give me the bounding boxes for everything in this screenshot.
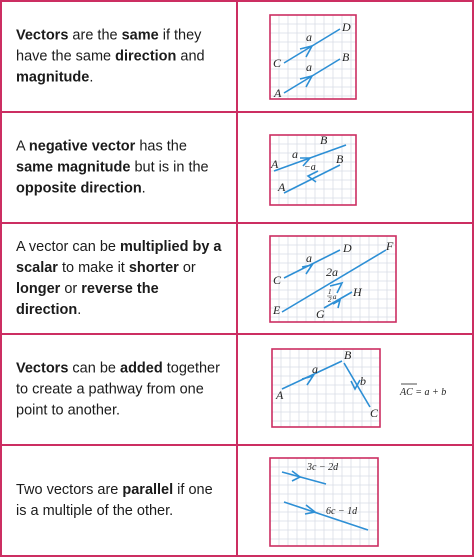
arrowhead-gh [333, 300, 340, 308]
arrowhead-cd [302, 265, 312, 274]
plain-text: . [89, 69, 94, 85]
grid [270, 236, 396, 322]
arrowhead-ef [330, 283, 342, 293]
parallel-diagram [270, 458, 382, 548]
scalar-diagram [270, 236, 400, 324]
plain-text: if one is a multiple of the other. [16, 481, 213, 519]
label-2a-vector: 2a [326, 265, 338, 279]
bold-text: reverse the direction [16, 280, 159, 318]
label-half-denominator: 2 [328, 296, 332, 304]
bold-text: parallel [122, 481, 174, 498]
label-6c-1d: 6c − 1d [326, 506, 358, 517]
plain-text: A [16, 138, 29, 154]
label-e: E [273, 303, 281, 317]
label-sum: AC = a + b [400, 387, 447, 398]
label-a-vector: a [292, 147, 298, 161]
row-text [16, 136, 226, 199]
diagram-cell [236, 111, 474, 224]
label-c: C [273, 56, 282, 70]
row-text [16, 25, 226, 88]
plain-text: Two vectors are [16, 481, 123, 498]
bold-text: added [120, 360, 163, 376]
label-a-lower: a [306, 60, 312, 74]
plain-text: or [178, 259, 196, 276]
label-c: C [273, 273, 282, 287]
plain-text: A vector can be [16, 238, 120, 255]
label-b-lower: B [336, 152, 344, 166]
diagram-cell [236, 444, 474, 557]
same-vectors-diagram [270, 15, 362, 99]
label-a-lower: A [278, 180, 286, 194]
bold-text: longer [16, 280, 61, 297]
label-a-left: A [271, 157, 279, 171]
bold-text: multiplied by a scalar [16, 238, 222, 276]
bold-text: opposite direction [16, 180, 142, 196]
bold-text: same magnitude [16, 159, 131, 175]
label-a-point: A [276, 388, 284, 402]
label-b-point: B [344, 348, 352, 362]
diagram-cell [236, 0, 474, 113]
plain-text: if they have the same [16, 27, 202, 64]
plain-text: and [176, 48, 205, 64]
plain-text: are the [68, 27, 122, 43]
label-b-vector: b [360, 374, 366, 388]
label-g: G [316, 307, 325, 321]
label-a-upper: a [306, 30, 312, 44]
bold-text: Vectors [16, 360, 69, 376]
text-cell [0, 0, 238, 113]
text-cell [0, 444, 238, 557]
plain-text: has the [135, 138, 187, 154]
diagram-cell [236, 333, 474, 446]
bold-text: shorter [128, 259, 179, 276]
plain-text: but is in the [130, 159, 209, 175]
vector-3c-2d [282, 472, 326, 484]
row-same-vectors [0, 0, 474, 113]
grid [272, 349, 380, 427]
plain-text: . [141, 180, 146, 196]
label-c-point: C [370, 406, 379, 420]
plain-text: to make it [57, 259, 129, 276]
row-negative-vector [0, 111, 474, 224]
row-text [16, 237, 226, 321]
row-parallel-vectors [0, 444, 474, 557]
label-neg-a-vector: −a [304, 162, 316, 173]
label-half-numerator: 1 [328, 288, 332, 296]
label-f: F [386, 239, 394, 253]
plain-text: . [77, 301, 82, 318]
bold-text: Vectors [16, 27, 69, 43]
row-vector-addition [0, 333, 474, 446]
label-a-vector: a [312, 362, 318, 376]
plain-text: together to create a pathway from one point to another. [16, 360, 220, 418]
label-half-a: a [333, 293, 337, 301]
bold-text: negative vector [28, 138, 136, 154]
label-b-top: B [320, 133, 328, 147]
label-d: D [343, 241, 352, 255]
negative-vector-diagram [270, 135, 362, 207]
plain-text: or [60, 280, 82, 297]
plain-text: can be [68, 360, 120, 376]
row-scalar-multiplication [0, 222, 474, 335]
text-cell [0, 111, 238, 224]
bold-text: magnitude [16, 69, 90, 85]
label-d: D [342, 20, 351, 34]
label-3c-2d: 3c − 2d [307, 462, 339, 473]
bold-text: direction [115, 48, 177, 64]
label-h: H [353, 285, 362, 299]
row-text [16, 480, 226, 522]
bold-text: same [121, 27, 159, 43]
label-a-vector: a [306, 251, 312, 265]
label-a: A [274, 86, 282, 100]
label-b: B [342, 50, 350, 64]
arrowhead-a [302, 376, 313, 385]
addition-diagram [272, 349, 474, 429]
diagram-cell [236, 222, 474, 335]
row-text [16, 358, 226, 421]
text-cell [0, 222, 238, 335]
text-cell [0, 333, 238, 446]
